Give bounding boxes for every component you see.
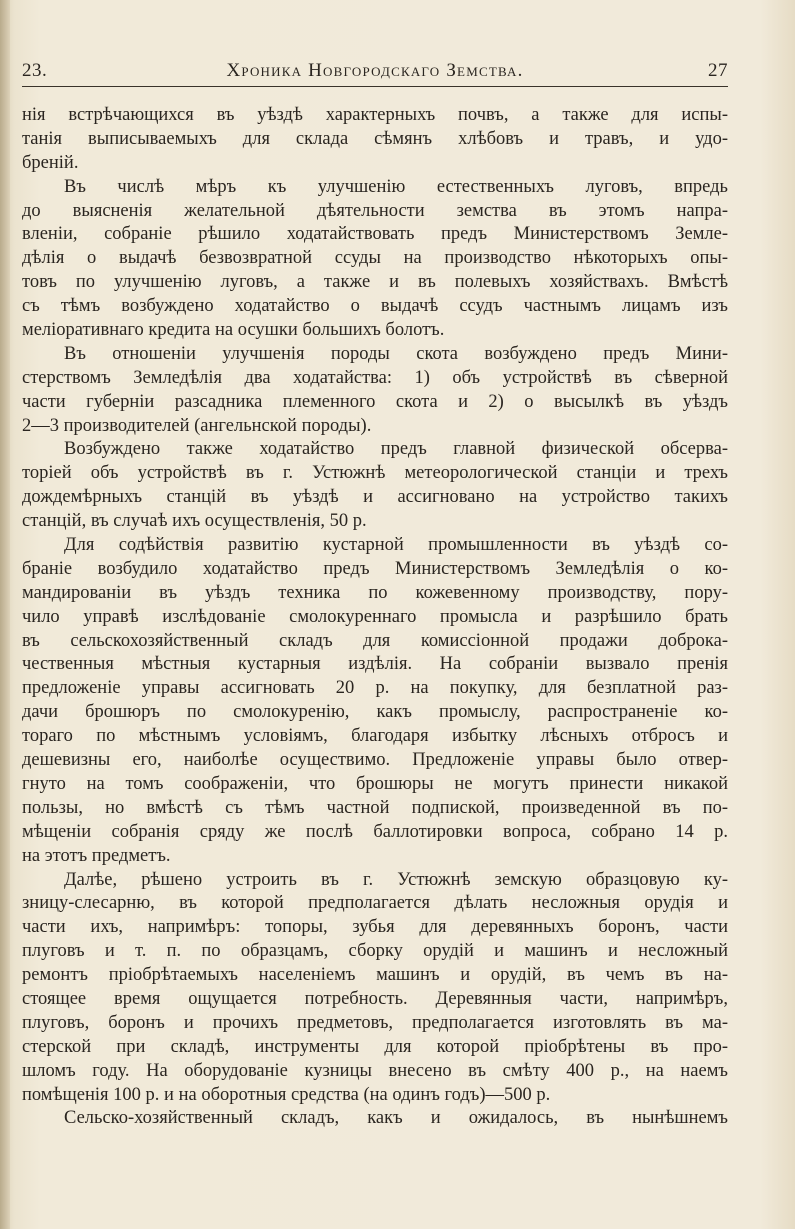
text-line: зницу-слесарню, въ которой предполагается дѣлать несложныя орудія и	[22, 893, 728, 914]
text-line: шломъ году. На оборудованіе кузницы внесено въ смѣту 400 р., на наемъ	[22, 1060, 728, 1081]
text-line: съ тѣмъ возбуждено ходатайство о выдачѣ ссудъ частнымъ лицамъ изъ	[22, 296, 728, 317]
text-line: Въ отношеніи улучшенія породы скота возбуждено предъ Мини-	[64, 343, 728, 364]
text-line: дешевизны его, наиболѣе осуществимо. Предложеніе управы было отвер-	[22, 750, 728, 771]
text-line: Сельско-хозяйственный складъ, какъ и ожидалось, въ нынѣшнемъ	[64, 1108, 728, 1129]
text-line: мѣщеніи собранія сряду же послѣ баллотировки вопроса, собрано 14 р.	[22, 821, 728, 842]
text-line: Возбуждено также ходатайство предъ главной физической обсерва-	[64, 439, 728, 460]
text-line: 2—3 производителей (ангельнской породы).	[22, 415, 372, 436]
text-line: танія выписываемыхъ для склада сѣмянъ хлѣбовъ и травъ, и удо-	[22, 128, 728, 149]
text-line: части ихъ, напримѣръ: топоры, зубья для деревянныхъ боронъ, части	[22, 917, 728, 938]
text-line: станцій, въ случаѣ ихъ осуществленія, 50 р.	[22, 511, 367, 532]
text-line: Для содѣйствія развитію кустарной промышленности въ уѣздѣ со-	[64, 535, 728, 556]
page-binding-edge	[0, 0, 10, 1229]
text-line: до выясненія желательной дѣятельности земства въ этомъ напра-	[22, 200, 728, 221]
text-line: торіей объ устройствѣ въ г. Устюжнѣ метеорологической станціи и трехъ	[22, 463, 728, 484]
text-line: нія встрѣчающихся въ уѣздѣ характерныхъ почвъ, а также для испы-	[22, 105, 728, 125]
text-line: части губерніи разсадника племенного скота и 2) о высылкѣ въ уѣздъ	[22, 391, 728, 412]
text-line: чило управѣ изслѣдованіе смолокуреннаго промысла и разрѣшило брать	[22, 606, 728, 627]
running-header	[22, 58, 728, 84]
text-line: стерской при складѣ, инструменты для которой пріобрѣтены въ про-	[22, 1036, 728, 1057]
text-line: въ сельскохозяйственный складъ для комиссіонной продажи доброка-	[22, 630, 728, 651]
page-number: 27	[708, 60, 728, 81]
text-line: чественныя мѣстныя кустарныя издѣлія. На собраніи вызвало пренія	[22, 654, 728, 675]
text-line: меліоративнаго кредита на осушки большихъ болотъ.	[22, 320, 445, 341]
text-line: ремонтъ пріобрѣтаемыхъ населеніемъ машинъ и орудій, въ чемъ въ на-	[22, 965, 728, 986]
text-line: помѣщенія 100 р. и на оборотныя средства (на одинъ годъ)—500 р.	[22, 1084, 551, 1105]
section-number: 23.	[22, 60, 48, 81]
text-line: стоящее время ощущается потребность. Деревянныя части, напримѣръ,	[22, 988, 728, 1009]
text-line: предложеніе управы ассигновать 20 р. на покупку, для безплатной раз-	[22, 678, 728, 699]
header-rule	[22, 86, 728, 87]
text-line: плуговъ и т. п. по образцамъ, сборку орудій и машинъ и несложный	[22, 941, 728, 962]
text-line: дождемѣрныхъ станцій въ уѣздѣ и ассигновано на устройство такихъ	[22, 487, 728, 508]
text-line: дачи брошюръ по смолокуренію, какъ промыслу, распространеніе ко-	[22, 702, 728, 723]
text-line: Далѣе, рѣшено устроить въ г. Устюжнѣ земскую образцовую ку-	[64, 869, 728, 890]
text-line: бреній.	[22, 152, 79, 173]
text-line: мандированіи въ уѣздъ техника по кожевенному производству, пору-	[22, 582, 728, 603]
text-line: Въ числѣ мѣръ къ улучшенію естественныхъ луговъ, впредь	[64, 176, 728, 197]
running-title: Хроника Новгородскаго Земства.	[226, 60, 524, 81]
text-line: пользы, но вмѣстѣ съ тѣмъ частной подпиской, произведенной въ по-	[22, 797, 728, 818]
text-line: на этотъ предметъ.	[22, 845, 171, 866]
text-line: браніе возбудило ходатайство предъ Министерствомъ Земледѣлія о ко-	[22, 558, 728, 579]
text-line: гнуто на томъ соображеніи, что брошюры не могутъ принести никакой	[22, 773, 728, 794]
text-line: плуговъ, боронъ и прочихъ предметовъ, предполагается изготовлять въ ма-	[22, 1012, 728, 1033]
text-line: товъ по улучшенію луговъ, а также и въ полевыхъ хозяйствахъ. Вмѣстѣ	[22, 272, 728, 293]
text-line: дѣлія о выдачѣ безвозвратной ссуды на производство нѣкоторыхъ опы-	[22, 248, 728, 269]
text-line: стерствомъ Земледѣлія два ходатайства: 1) объ устройствѣ въ сѣверной	[22, 367, 728, 388]
text-line: вленіи, собраніе рѣшило ходатайствовать предъ Министерствомъ Земле-	[22, 224, 728, 245]
text-line: тораго по мѣстнымъ условіямъ, благодаря избытку лѣсныхъ отбросъ и	[22, 726, 728, 747]
body-text	[22, 104, 728, 1131]
